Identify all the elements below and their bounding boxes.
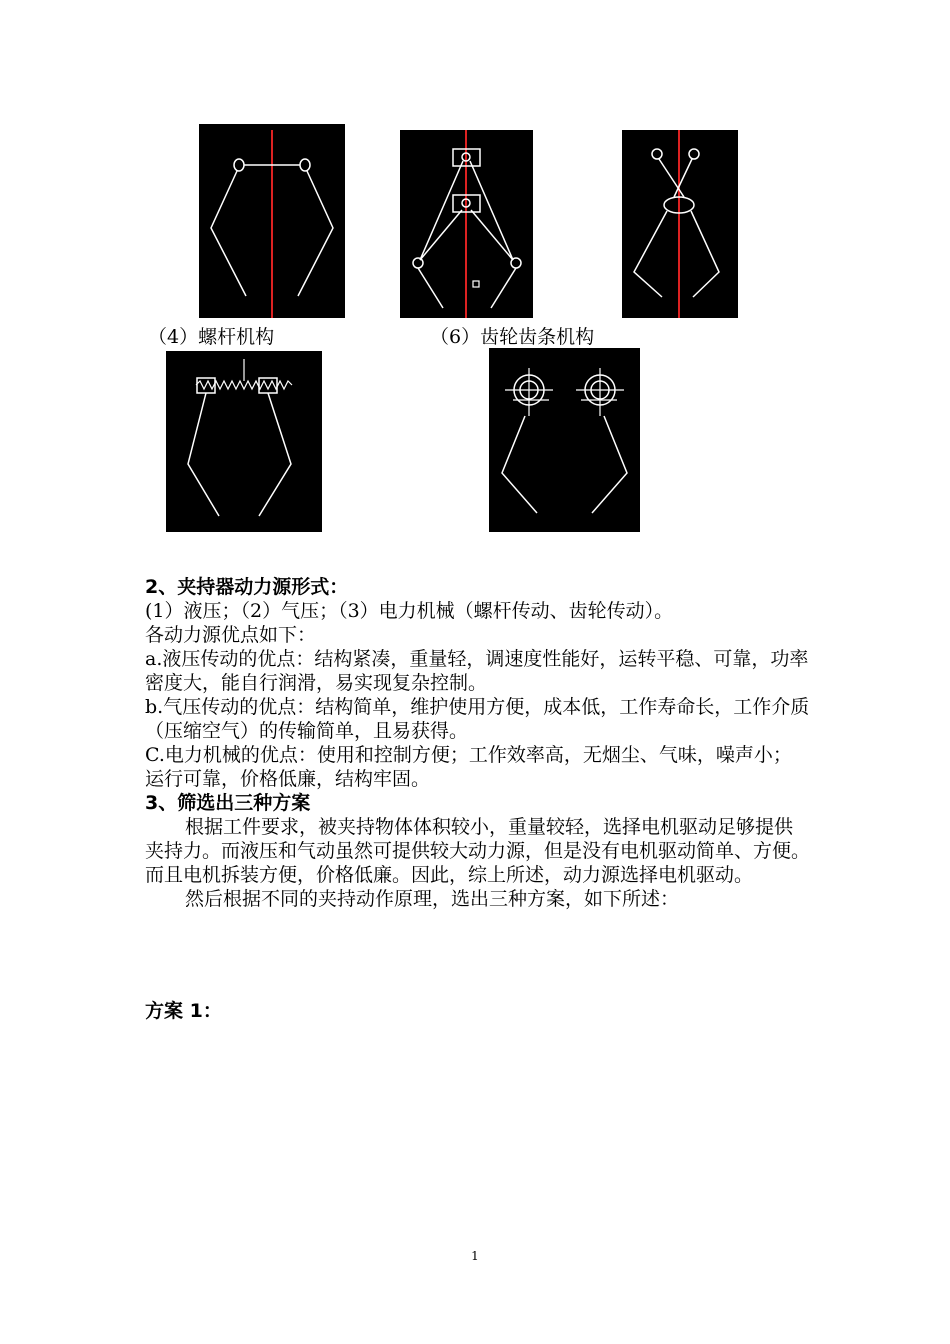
gripper-diagram <box>622 130 738 318</box>
gripper-diagram <box>199 124 345 318</box>
section-3-paragraph-2: 然后根据不同的夹持动作原理，选出三种方案，如下所述： <box>185 888 680 910</box>
power-source-list: (1）液压；（2）气压；（3）电力机械（螺杆传动、齿轮传动）。 <box>145 600 674 622</box>
section-2-heading: 2、夹持器动力源形式： <box>145 576 349 598</box>
fig-1-pivot-gripper <box>199 124 345 318</box>
fig-4-screw-gripper <box>166 351 322 532</box>
advantages-intro: 各动力源优点如下： <box>145 624 317 646</box>
fig-3-crossed-gripper <box>622 130 738 318</box>
page-number: 1 <box>471 1249 479 1263</box>
section-3-paragraph-1: 根据工件要求，被夹持物体体积较小，重量较轻，选择电机驱动足够提供夹持力。而液压和气动虽然可提供较大动力源，但是没有电机驱动简单、方便。而且电机拆装方便，价格低廉。因此，综上所述，动力源选择电机驱动。 <box>145 816 811 886</box>
gripper-diagram <box>489 348 640 532</box>
section-2 <box>145 575 810 911</box>
pneumatic-advantages: b.气压传动的优点：结构简单，维护使用方便，成本低，工作寿命长，工作介质（压缩空气）的传输简单，且易获得。 <box>145 696 810 742</box>
fig-2-linkage-gripper <box>400 130 533 318</box>
caption-left: （4）螺杆机构 <box>148 326 275 348</box>
electric-advantages: C.电力机械的优点：使用和控制方便；工作效率高，无烟尘、气味，噪声小；运行可靠，价格低廉，结构牢固。 <box>145 744 792 790</box>
hydraulic-advantages: a.液压传动的优点：结构紧凑，重量轻，调速度性能好，运转平稳、可靠，功率密度大，能自行润滑，易实现复杂控制。 <box>145 648 809 694</box>
gripper-diagram <box>400 130 533 318</box>
section-3-heading: 3、筛选出三种方案 <box>145 792 311 814</box>
caption-right: （6）齿轮齿条机构 <box>430 326 595 348</box>
plan-1-heading: 方案 1： <box>145 1000 222 1022</box>
gripper-diagram <box>166 351 322 532</box>
fig-5-gear-gripper <box>489 348 640 532</box>
